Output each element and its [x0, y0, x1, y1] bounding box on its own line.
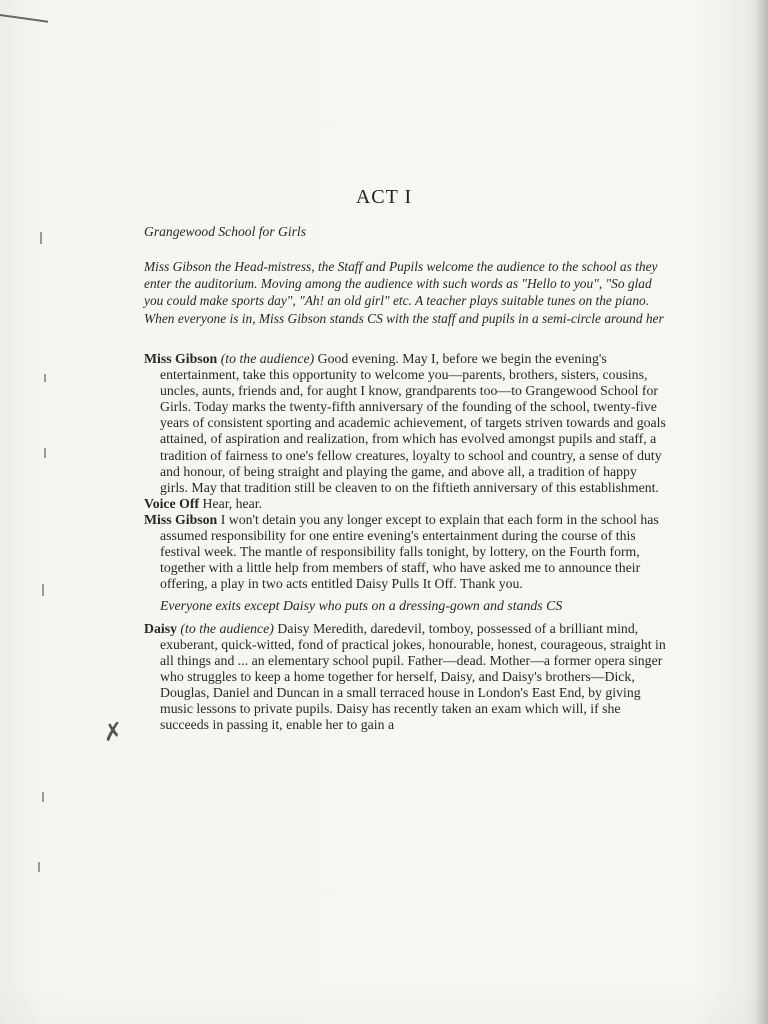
- speaker-name: Daisy: [144, 620, 177, 636]
- speech-miss-gibson-1: [144, 351, 668, 496]
- page-corner-crease: [0, 0, 48, 23]
- speech-text: I won't detain you any longer except to explain that each form in the school has assumed responsibility for one entire evening's entertainment during the course of this festival week. The mantle of responsibility falls tonight, by lottery, on the Fourth form, together with a little help from members of staff, who have asked me to announce their offering, a play in two acts entitled Daisy Pulls It Off. Thank you.: [160, 511, 659, 592]
- speech-daisy: [144, 621, 668, 734]
- speech-text: Good evening. May I, before we begin the evening's entertainment, take this opportunity to welcome you—parents, brothers, sisters, cousins, uncles, aunts, friends and, for aught I know, grandparents too—to Grangewood School for Girls. Today marks the twenty-fifth anniversary of the founding of the school, twenty-five years of consistent sporting and academic achievement, of targets striven towards and goals attained, of aspiration and realization, from which has evolved amongst pupils and staff, a tradition of fairness to one's fellow creatures, loyalty to school and country, a sense of duty and honour, of being straight and playing the game, and above all, a tradition of happy girls. May that tradition still be cleaven to on the fiftieth anniversary of this establishment.: [160, 351, 666, 495]
- margin-tick: [42, 792, 44, 802]
- speaker-name: Miss Gibson: [144, 351, 218, 366]
- speech-text: Daisy Meredith, daredevil, tomboy, possessed of a brilliant mind, exuberant, quick-witted, fond of practical jokes, honourable, honest, courageous, straight in all things and ... an elementary school pupil. Father—dead. Mother—a former opera singer who struggles to keep a home together for herself, Daisy, and Daisy's brothers—Dick, Douglas, Daniel and Duncan in a small terraced house in London's East End, by giving music lessons to private pupils. Daisy has recently taken an exam which will, if she succeeds in passing it, enable her to gain a: [160, 620, 666, 733]
- speech-voice-off: [144, 496, 668, 512]
- margin-tick: [42, 584, 44, 596]
- speech-direction: (to the audience): [180, 620, 274, 636]
- scene-setting: Grangewood School for Girls: [144, 224, 306, 239]
- opening-stage-direction: Miss Gibson the Head-mistress, the Staff and Pupils welcome the audience to the school as they enter the auditorium. Moving among the audience with such words as "Hello to you", "So glad you could make sports day", "Ah! an old girl" etc. A teacher plays suitable tunes on the piano. When everyone is in, Miss Gibson stands CS with the staff and pupils in a semi-circle around her: [144, 259, 664, 326]
- margin-tick: [40, 232, 42, 244]
- speaker-name: Miss Gibson: [144, 511, 218, 527]
- speech-text: Hear, hear.: [202, 495, 263, 511]
- margin-tick: [38, 862, 40, 872]
- page-right-edge: [754, 0, 768, 1024]
- exit-stage-direction: Everyone exits except Daisy who puts on a dressing-gown and stands CS: [160, 598, 563, 614]
- speech-direction: (to the audience): [220, 351, 315, 366]
- pencil-cross-mark: ✗: [101, 716, 125, 748]
- margin-tick: [44, 374, 46, 382]
- speech-miss-gibson-2: [144, 512, 668, 592]
- act-heading: ACT I: [355, 186, 413, 208]
- margin-tick: [44, 448, 46, 458]
- page-bottom-shade: [0, 984, 768, 1024]
- script-text: [144, 351, 668, 733]
- speaker-name: Voice Off: [144, 495, 200, 511]
